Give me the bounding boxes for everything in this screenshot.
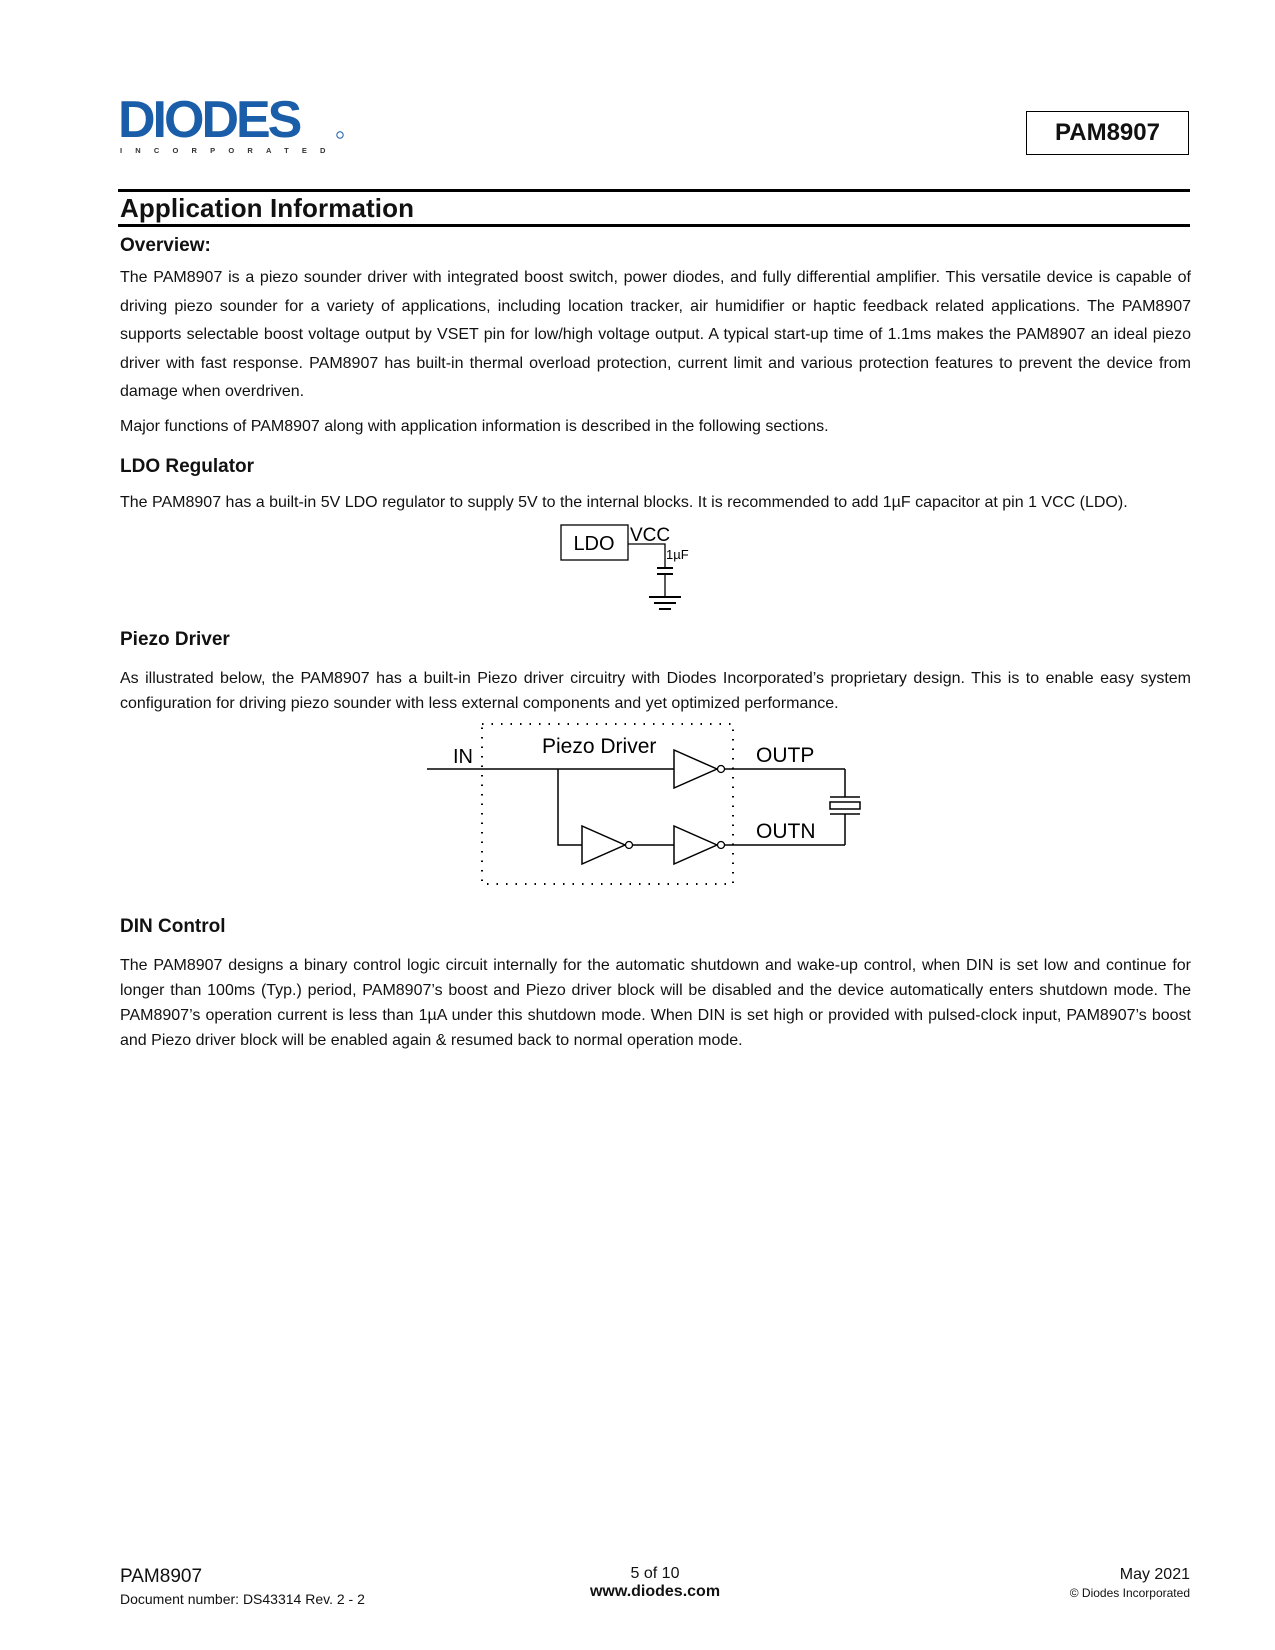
footer-part: PAM8907 [120, 1566, 203, 1587]
footer-copyright: © Diodes Incorporated [1069, 1586, 1190, 1600]
footer-date: May 2021 [1119, 1566, 1190, 1583]
top-rule [118, 189, 1190, 192]
outp-inverter-bubble [718, 766, 725, 773]
overview-paragraph-2: Major functions of PAM8907 along with application information is described in the following sections. [120, 418, 829, 435]
title-rule [118, 224, 1190, 227]
capacitor-label: 1µF [666, 547, 689, 562]
outn-inverter-icon [674, 826, 717, 864]
ldo-diagram [560, 522, 720, 616]
input-label: IN [453, 746, 473, 768]
din-paragraph: The PAM8907 designs a binary control logic circuit internally for the automatic shutdown and wake-up control, when DIN is set low and continue for longer than 100ms (Typ.) period, PAM8907’s boost and Piezo driver block will be disabled and the device automatically enters shutdown mode. The PAM8907’s operation current is less than 1µA under this shutdown mode. When DIN is set high or provided with pulsed-clock input, PAM8907’s boost and Piezo driver block will be enabled again & resumed back to normal operation mode. [120, 957, 1191, 1049]
page-title: Application Information [120, 193, 415, 223]
diodes-logo-graphic [118, 95, 348, 155]
branch-wire [558, 769, 582, 845]
piezo-heading: Piezo Driver [120, 629, 230, 650]
piezo-crystal-icon [830, 802, 860, 809]
part-number-box: PAM8907 [1026, 111, 1189, 155]
outn-inverter-bubble [718, 842, 725, 849]
overview-paragraph: The PAM8907 is a piezo sounder driver with integrated boost switch, power diodes, and fully differential amplifier. This versatile device is capable of driving piezo sounder for a variety of applications, including location tracker, air humidifier or haptic feedback related applications. The PAM8907 supports selectable boost voltage output by VSET pin for low/high voltage output. A typical start-up time of 1.1ms makes the PAM8907 an ideal piezo driver with fast response. PAM8907 has built-in thermal overload protection, current limit and various protection features to prevent the device from damage when overdriven. [120, 269, 1191, 400]
outp-inverter-icon [674, 750, 717, 788]
vcc-wire [628, 544, 665, 568]
first-inverter-bubble [626, 842, 633, 849]
vcc-pin-label: VCC [630, 525, 671, 546]
ldo-heading: LDO Regulator [120, 456, 255, 477]
outp-label: OUTP [756, 744, 815, 767]
ldo-block-label: LDO [573, 533, 615, 555]
piezo-driver-diagram [420, 715, 870, 890]
diodes-logo [118, 95, 348, 155]
piezo-driver-title: Piezo Driver [542, 735, 657, 758]
logo-wordmark: DIODES [118, 95, 300, 149]
ldo-paragraph: The PAM8907 has a built-in 5V LDO regulator to supply 5V to the internal blocks. It is recommended to add 1µF capacitor at pin 1 VCC (LDO). [120, 494, 1128, 511]
footer-website-link[interactable]: www.diodes.com [589, 1583, 721, 1600]
outn-label: OUTN [756, 820, 816, 843]
overview-heading: Overview: [120, 235, 211, 256]
footer-doc-number: Document number: DS43314 Rev. 2 - 2 [120, 1591, 365, 1607]
logo-subtext: INCORPORATED [120, 146, 339, 155]
first-inverter-icon [582, 826, 625, 864]
din-heading: DIN Control [120, 916, 226, 937]
registered-mark-icon [337, 132, 343, 138]
piezo-paragraph: As illustrated below, the PAM8907 has a built-in Piezo driver circuitry with Diodes Incorporated’s proprietary design. This is to enable easy system configuration for driving piezo sounder with less external components and yet optimized performance. [120, 670, 1191, 712]
footer-page-number: 5 of 10 [630, 1565, 680, 1582]
